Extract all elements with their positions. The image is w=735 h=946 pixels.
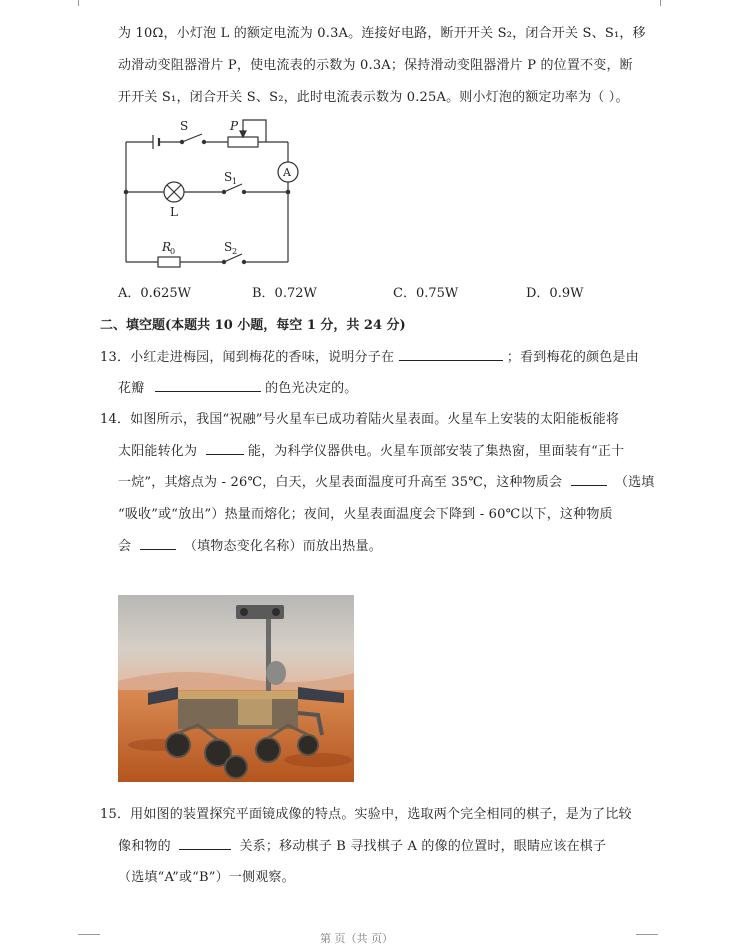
q12-text-line-1: 为 10Ω，小灯泡 L 的额定电流为 0.3A。连接好电路，断开开关 S₂，闭合开关 S、S₁，移 (118, 26, 646, 41)
option-d: D．0.9W (526, 286, 584, 301)
q13-line-1 (100, 346, 639, 365)
q14-line-5 (118, 535, 382, 554)
resistor-r0-body (158, 257, 180, 267)
q14-text-3b: （选填 (614, 475, 655, 490)
label-slider-p: P (230, 119, 239, 133)
option-a: A．0.625W (118, 286, 191, 301)
q14-text-5a: 会 (118, 539, 132, 554)
q12-text-line-2: 动滑动变阻器滑片 P，使电流表的示数为 0.3A；保持滑动变阻器滑片 P 的位置不变，断 (118, 58, 633, 73)
label-lamp-l: L (170, 205, 178, 219)
q14-blank-2 (571, 473, 607, 486)
q15-blank-1 (179, 837, 231, 850)
label-resistor-r0: R (162, 240, 172, 254)
label-switch-s2: S (224, 240, 233, 254)
q14-text-5b: （填物态变化名称）而放出热量。 (183, 539, 382, 554)
q14-line-3 (118, 471, 655, 490)
q14-blank-3 (140, 537, 176, 550)
q12-text-line-3: 开开关 S₁，闭合开关 S、S₂，此时电流表示数为 0.25A。则小灯泡的额定功率为（ ）。 (118, 90, 629, 105)
q14-text-3a: 一烷”，其熔点为 - 26℃，白天，火星表面温度可升高至 35℃，这种物质会 (118, 475, 563, 490)
q13-blank-1 (399, 348, 503, 361)
q14-line-2 (118, 440, 624, 459)
junction-dot-right (286, 190, 291, 195)
q13-text-2b: 的色光决定的。 (265, 381, 358, 396)
option-b: B．0.72W (252, 286, 317, 301)
q14-blank-1 (206, 442, 244, 455)
mars-rover-image (118, 595, 354, 782)
page-footer: 第 页（共 页） (320, 932, 393, 945)
q13-line-2 (118, 377, 358, 396)
q13-blank-2 (155, 379, 261, 392)
q15-text-2a: 像和物的 (118, 839, 171, 854)
q13-text-1a: 13．小红走进梅园，闻到梅花的香味，说明分子在 (100, 350, 395, 365)
q14-text-2a: 太阳能转化为 (118, 444, 198, 459)
q15-line-2 (118, 835, 606, 854)
q14-line-1: 14．如图所示，我国“祝融”号火星车已成功着陆火星表面。火星车上安装的太阳能板能将 (100, 412, 620, 427)
label-switch-s2-sub: 2 (232, 247, 238, 256)
section-heading-fill-in: 二、填空题(本题共 10 小题，每空 1 分，共 24 分) (100, 318, 406, 333)
crop-mark-bottom-left (78, 934, 100, 935)
q14-text-2b: 能，为科学仪器供电。火星车顶部安装了集热窗，里面装有“正十 (247, 444, 625, 459)
label-switch-s: S (180, 119, 189, 133)
switch-s-blade (182, 134, 202, 142)
q15-line-1: 15．用如图的装置探究平面镜成像的特点。实验中，选取两个完全相同的棋子，是为了比较 (100, 807, 632, 822)
label-resistor-r0-sub: 0 (170, 247, 176, 256)
q14-line-4: “吸收”或“放出”）热量而熔化；夜间，火星表面温度会下降到 - 60℃以下，这种物质 (118, 507, 613, 522)
crop-mark-top-right (660, 0, 661, 6)
option-c: C．0.75W (393, 286, 459, 301)
circuit-diagram (118, 112, 318, 272)
label-switch-s1-sub: 1 (232, 177, 238, 186)
crop-mark-bottom-right (636, 934, 658, 935)
label-switch-s1: S (224, 170, 233, 184)
crop-mark-top-left (78, 0, 79, 6)
junction-dot-left (124, 190, 129, 195)
q13-text-1b: ；看到梅花的颜色是由 (506, 350, 639, 365)
label-ammeter-a: A (283, 166, 291, 179)
q13-text-2a: 花瓣 (118, 381, 145, 396)
q15-line-3: （选填“A”或“B”）一侧观察。 (118, 870, 295, 885)
q15-text-2b: 关系；移动棋子 B 寻找棋子 A 的像的位置时，眼睛应该在棋子 (239, 839, 607, 854)
rheostat-body (228, 137, 258, 147)
